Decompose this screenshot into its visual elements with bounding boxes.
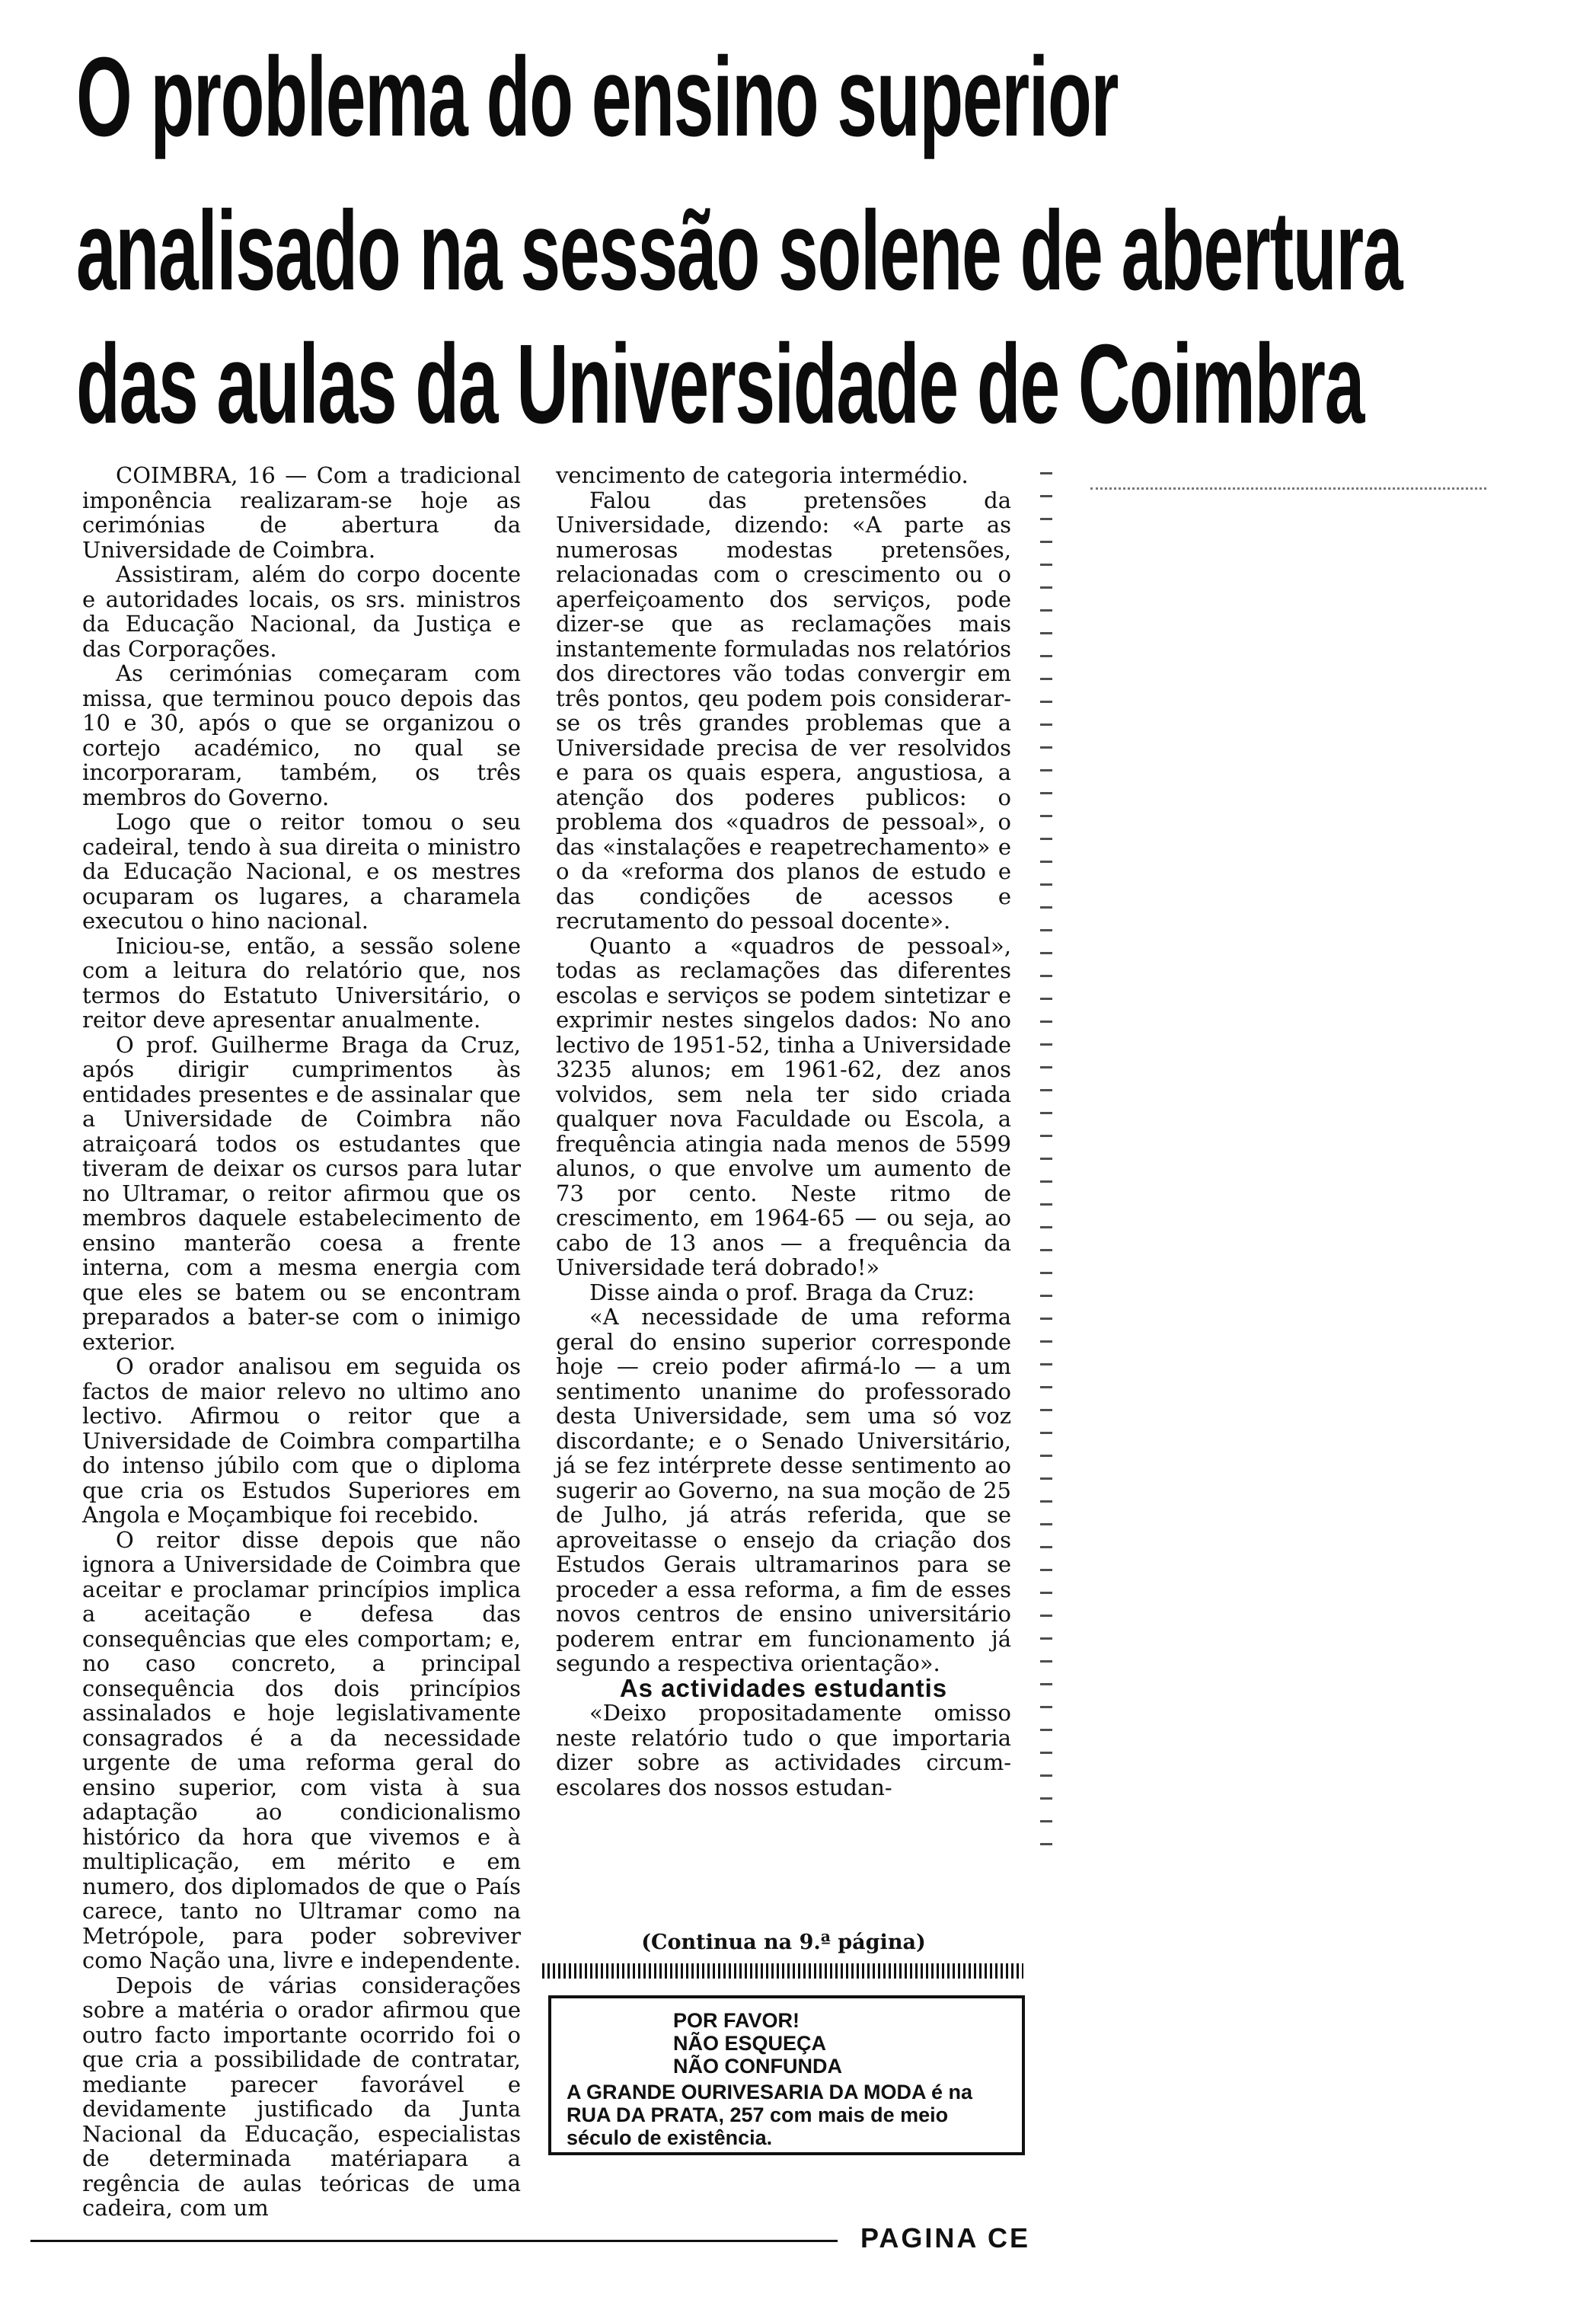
- ad-line-1: POR FAVOR!: [673, 2009, 800, 2032]
- paragraph: COIMBRA, 16 — Com a tradicional imponência realizaram-se hoje as cerimónias de abertura da Universidade de Coimbra.: [82, 462, 521, 563]
- advertisement-box: [548, 1995, 1025, 2155]
- middle-column: [556, 463, 1011, 1800]
- section-subhead: As actividades estudantis: [619, 1673, 948, 1702]
- paragraph: O orador analisou em seguida os factos de maior relevo no ultimo ano lectivo. Afirmou o reitor que a Universidade de Coimbra compartilha do intenso júbilo com que o diploma que cria os Estudos Superiores em Angola e Moçambique foi recebido.: [82, 1353, 521, 1528]
- column-edge-marks: [1040, 472, 1052, 1858]
- paragraph: O prof. Guilherme Braga da Cruz, após dirigir cumprimentos às entidades presentes e de assinalar que a Universidade de Coimbra não atraiçoará todos os estudantes que tiveram de deixar os cursos para lutar no Ultramar, o reitor afirmou que os membros daquele estabelecimento de ensino manterão coesa a frente interna, com a mesma energia com que eles se batem ou se encontram preparados a bater-se com o inimigo exterior.: [82, 1031, 521, 1355]
- continued-note: (Continua na 9.ª página): [641, 1931, 926, 1954]
- dotted-rule: [1090, 487, 1486, 490]
- ad-body: A GRANDE OURIVESARIA DA MODA é na RUA DA PRATA, 257 com mais de meio século de existência.: [567, 2081, 973, 2149]
- paragraph: Logo que o reitor tomou o seu cadeiral, tendo à sua direita o ministro da Educação Nacional, e os mestres ocuparam os lugares, a charamela executou o hino nacional.: [82, 809, 521, 934]
- headline-line-3: das aulas da Universidade de Coimbra: [76, 321, 1365, 447]
- paragraph: Falou das pretensões da Universidade, dizendo: «A parte as numerosas modestas pretensões, relacionadas com o crescimento ou o aperfeiçoamento dos serviços, pode dizer-se que as reclamações mais instantemente formuladas nos relatórios dos directores vão todas convergir em três pontos, qeu podem pois considerar-se os três grandes problemas que a Universidade precisa de ver resolvidos e para os quais espera, angustiosa, a atenção dos poderes publicos: o problema dos «quadros de pessoal», o das «instalações e reapetrechamento» e o da «reforma dos planos de estudo e das condições de acessos e recrutamento do pessoal docente».: [556, 487, 1011, 934]
- paragraph: Assistiram, além do corpo docente e autoridades locais, os srs. ministros da Educação Nacional, da Justiça e das Corporações.: [82, 561, 521, 662]
- paragraph: vencimento de categoria intermédio.: [556, 462, 969, 488]
- paragraph: «A necessidade de uma reforma geral do ensino superior corresponde hoje — creio poder afirmá-lo — a um sentimento unanime do professorado desta Universidade, sem uma só voz discordante; e o Senado Universitário, já se fez intérprete desse sentimento ao sugerir ao Governo, na sua moção de 25 de Julho, já atrás referida, que se aproveitasse o ensejo da criação dos Estudos Gerais ultramarinos para se proceder a essa reforma, a fim de esses novos centros de ensino universitário poderem entrar em funcionamento já segundo a respectiva orientação».: [556, 1304, 1011, 1676]
- paragraph: «Deixo propositadamente omisso neste relatório tudo o que importaria dizer sobre as actividades circum-escolares dos nossos estudan-: [556, 1700, 1011, 1800]
- headline-line-2: analisado na sessão solene de abertura: [76, 188, 1403, 314]
- headline-line-1: O problema do ensino superior: [76, 34, 1119, 160]
- paragraph: Quanto a «quadros de pessoal», todas as reclamações das diferentes escolas e serviços se podem sintetizar e exprimir nestes singelos dados: No ano lectivo de 1951-52, tinha a Universidade 3235 alunos; em 1961-62, dez anos volvidos, sem nela ter sido criada qualquer nova Faculdade ou Escola, a frequência atingia nada menos de 5599 alunos, o que envolve um aumento de 73 por cento. Neste ritmo de crescimento, em 1964-65 — ou seja, ao cabo de 13 anos — a frequência da Universidade terá dobrado!»: [556, 932, 1011, 1280]
- ad-line-2: NÃO ESQUEÇA: [673, 2032, 827, 2055]
- paragraph: O reitor disse depois que não ignora a Universidade de Coimbra que aceitar e proclamar princípios implica a aceitação e defesa das consequências que eles comportam; e, no caso concreto, a principal consequência dos dois princípios assinalados e hoje legislativamente consagrados é a da necessidade urgente de uma reforma geral do ensino superior, com vista à sua adaptação ao condicionalismo histórico da hora que vivemos e à multiplicação, em mérito e em numero, dos diplomados de que o País carece, tanto no Ultramar como na Metrópole, para poder sobreviver como Nação una, livre e independente.: [82, 1526, 521, 1973]
- ad-line-3: NÃO CONFUNDA: [673, 2055, 842, 2078]
- paragraph: Iniciou-se, então, a sessão solene com a leitura do relatório que, nos termos do Estatuto Universitário, o reitor deve apresentar anualmente.: [82, 932, 521, 1033]
- left-column: [82, 463, 521, 2221]
- paragraph: Depois de várias considerações sobre a matéria o orador afirmou que outro facto importante ocorrido foi o que cria a possibilidade de contratar, mediante parecer favorável e devidamente justificado da Junta Nacional da Educação, especialistas de determinada matériapara a regência de aulas teóricas de uma cadeira, com um: [82, 1972, 521, 2221]
- footer-rule: [30, 2240, 838, 2242]
- separator-rule: [542, 1963, 1023, 1979]
- page-footer-label: PAGINA CE: [860, 2222, 1031, 2253]
- paragraph: Disse ainda o prof. Braga da Cruz:: [589, 1279, 975, 1305]
- paragraph: As cerimónias começaram com missa, que terminou pouco depois das 10 e 30, após o que se organizou o cortejo académico, no qual se incorporaram, também, os três membros do Governo.: [82, 660, 521, 810]
